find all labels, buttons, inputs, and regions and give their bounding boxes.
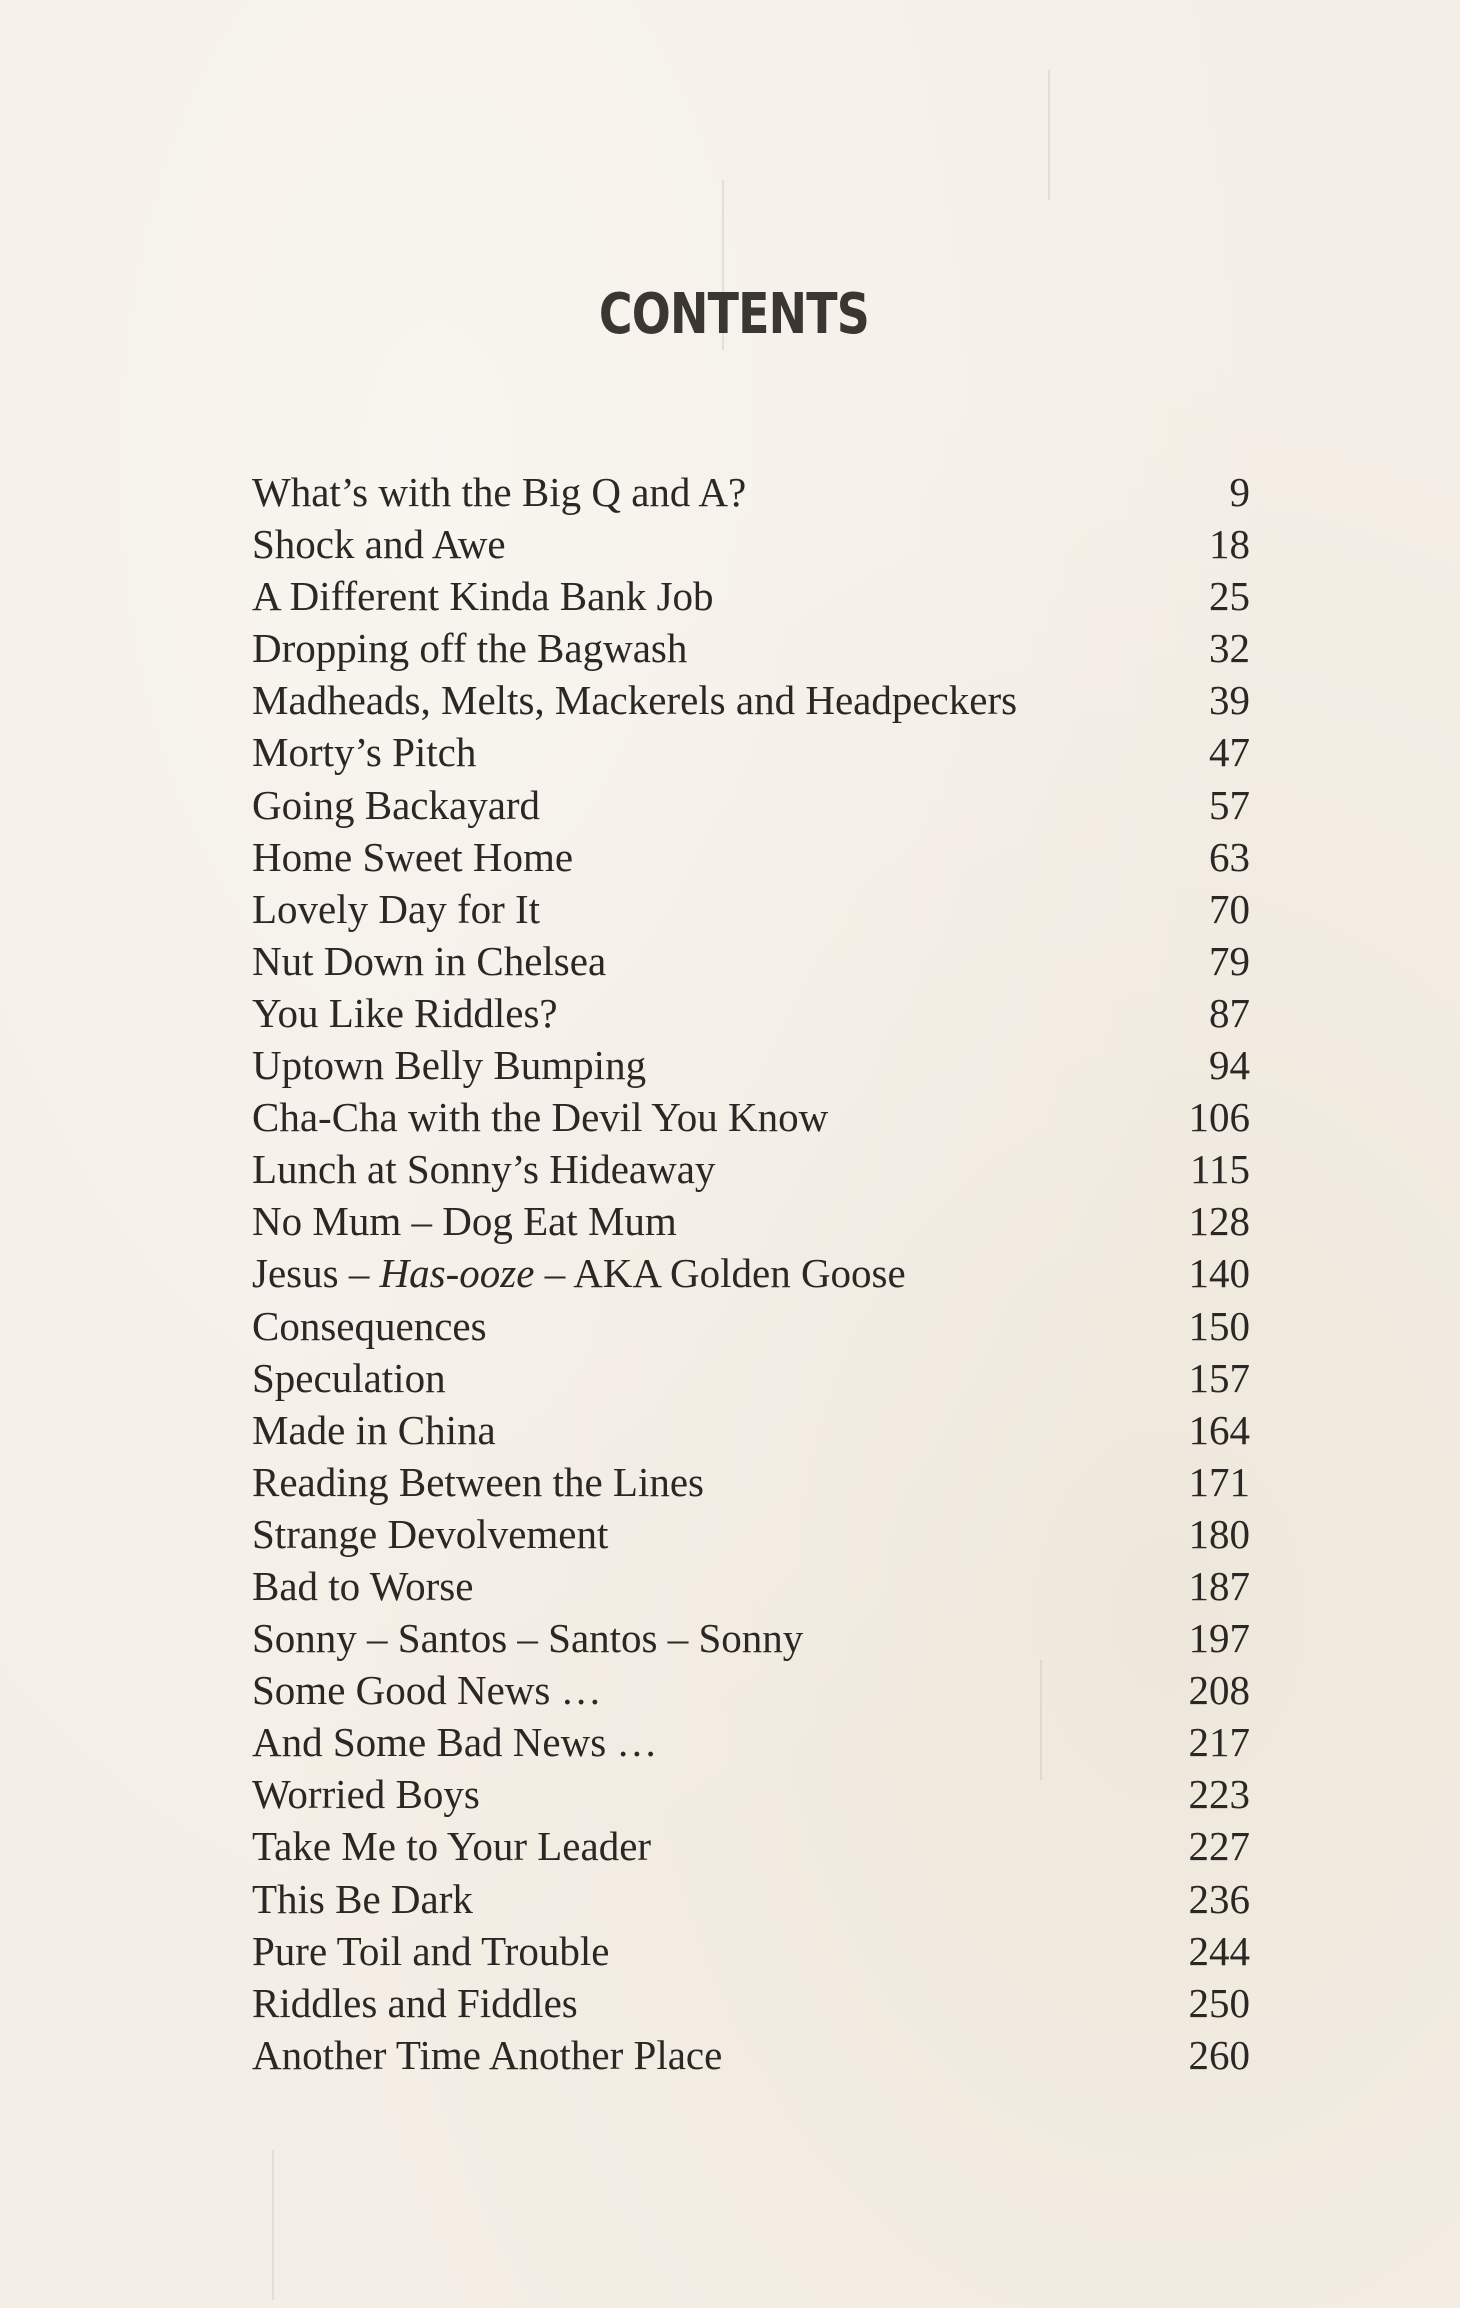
toc-entry-title: Made in China: [252, 1406, 496, 1453]
table-of-contents: [252, 466, 1250, 2081]
toc-entry: [252, 1820, 1250, 1872]
toc-entry-title: Home Sweet Home: [252, 833, 574, 880]
toc-entry-title: You Like Riddles?: [252, 989, 558, 1036]
toc-entry-title-suffix: – AKA Golden Goose: [534, 1250, 906, 1297]
toc-entry: [252, 674, 1250, 726]
toc-entry-page: 94: [1209, 1042, 1250, 1089]
toc-entry-title: Shock and Awe: [252, 521, 506, 568]
toc-entry: [252, 1456, 1250, 1508]
toc-entry-page: 236: [1188, 1875, 1250, 1922]
toc-entry-title: [252, 1247, 906, 1299]
toc-entry-title: No Mum – Dog Eat Mum: [252, 1198, 677, 1245]
toc-entry: [252, 987, 1250, 1039]
toc-entry-page: 227: [1188, 1823, 1250, 1870]
toc-entry: [252, 570, 1250, 622]
toc-entry-title-italic: Has-ooze: [379, 1250, 535, 1297]
toc-entry-title-prefix: Jesus –: [252, 1250, 380, 1297]
toc-entry-title: Lovely Day for It: [252, 885, 541, 932]
paper-crease: [272, 2150, 274, 2300]
toc-entry: [252, 1664, 1250, 1716]
toc-entry-page: 47: [1209, 729, 1250, 776]
toc-entry: [252, 779, 1250, 831]
toc-entry-title: Another Time Another Place: [252, 2031, 723, 2078]
paper-crease: [1048, 70, 1050, 200]
toc-entry: [252, 1195, 1250, 1247]
toc-entry-title: Dropping off the Bagwash: [252, 625, 688, 672]
toc-entry-page: 32: [1209, 625, 1250, 672]
toc-entry-page: 244: [1188, 1927, 1250, 1974]
toc-entry-title: Morty’s Pitch: [252, 729, 477, 776]
toc-entry-page: 140: [1188, 1250, 1250, 1297]
toc-entry: [252, 1508, 1250, 1560]
toc-entry-title: Going Backayard: [252, 781, 541, 828]
toc-entry-page: 150: [1188, 1302, 1250, 1349]
toc-entry-title: Bad to Worse: [252, 1562, 474, 1609]
toc-entry: [252, 1873, 1250, 1925]
toc-entry: [252, 1404, 1250, 1456]
toc-entry: [252, 1977, 1250, 2029]
toc-entry-page: 9: [1229, 469, 1250, 515]
toc-entry: [252, 1716, 1250, 1768]
toc-entry-page: 70: [1209, 885, 1250, 932]
toc-entry-page: 106: [1188, 1094, 1250, 1141]
toc-entry: [252, 518, 1250, 570]
toc-entry-page: 180: [1188, 1510, 1250, 1557]
toc-entry-page: 115: [1190, 1146, 1250, 1193]
toc-entry-title: Consequences: [252, 1302, 487, 1349]
toc-entry-page: 63: [1209, 833, 1250, 880]
toc-entry: [252, 1768, 1250, 1820]
toc-entry-title: Take Me to Your Leader: [252, 1823, 652, 1870]
toc-entry-page: 39: [1209, 677, 1250, 724]
toc-entry: [252, 831, 1250, 883]
toc-entry-page: 197: [1188, 1615, 1250, 1662]
toc-entry: [252, 1143, 1250, 1195]
toc-entry-page: 250: [1188, 1979, 1250, 2026]
toc-entry-page: 87: [1209, 989, 1250, 1036]
toc-entry: [252, 1352, 1250, 1404]
toc-entry: [252, 1560, 1250, 1612]
toc-entry-page: 157: [1188, 1354, 1250, 1401]
toc-entry-page: 260: [1188, 2031, 1250, 2078]
toc-entry-title: Riddles and Fiddles: [252, 1979, 578, 2026]
toc-entry: [252, 2029, 1250, 2081]
toc-entry: [252, 1247, 1250, 1299]
toc-entry-title: Pure Toil and Trouble: [252, 1927, 610, 1974]
toc-entry-title: And Some Bad News …: [252, 1719, 658, 1766]
toc-entry-title: Some Good News …: [252, 1667, 602, 1714]
page-title: CONTENTS: [598, 282, 870, 347]
toc-entry-title: Uptown Belly Bumping: [252, 1042, 647, 1089]
toc-entry-title: A Different Kinda Bank Job: [252, 573, 714, 620]
toc-entry-title: Lunch at Sonny’s Hideaway: [252, 1146, 716, 1193]
toc-entry: [252, 726, 1250, 778]
toc-entry-page: 217: [1188, 1719, 1250, 1766]
toc-entry: [252, 935, 1250, 987]
toc-entry: [252, 1039, 1250, 1091]
toc-entry-title: Speculation: [252, 1354, 446, 1401]
toc-entry-page: 18: [1209, 521, 1250, 568]
toc-entry-page: 57: [1209, 781, 1250, 828]
toc-entry: [252, 466, 1250, 518]
toc-entry-title: What’s with the Big Q and A?: [252, 469, 747, 515]
toc-entry-page: 164: [1188, 1406, 1250, 1453]
toc-entry-title: Strange Devolvement: [252, 1510, 609, 1557]
toc-entry: [252, 622, 1250, 674]
toc-entry-page: 128: [1188, 1198, 1250, 1245]
toc-entry-page: 25: [1209, 573, 1250, 620]
toc-entry-page: 171: [1188, 1458, 1250, 1505]
toc-entry: [252, 1925, 1250, 1977]
toc-entry-page: 79: [1209, 937, 1250, 984]
toc-entry: [252, 1612, 1250, 1664]
toc-entry: [252, 1091, 1250, 1143]
toc-entry: [252, 1300, 1250, 1352]
toc-entry-page: 187: [1188, 1562, 1250, 1609]
toc-entry-title: Madheads, Melts, Mackerels and Headpeckers: [252, 677, 1018, 724]
toc-entry-title: Sonny – Santos – Santos – Sonny: [252, 1615, 804, 1662]
toc-entry-title: Worried Boys: [252, 1771, 480, 1818]
toc-entry-page: 208: [1188, 1667, 1250, 1714]
toc-entry-page: 223: [1188, 1771, 1250, 1818]
toc-entry: [252, 883, 1250, 935]
toc-entry-title: This Be Dark: [252, 1875, 473, 1922]
toc-entry-title: Reading Between the Lines: [252, 1458, 705, 1505]
toc-entry-title: Nut Down in Chelsea: [252, 937, 607, 984]
toc-entry-title: Cha-Cha with the Devil You Know: [252, 1094, 829, 1141]
